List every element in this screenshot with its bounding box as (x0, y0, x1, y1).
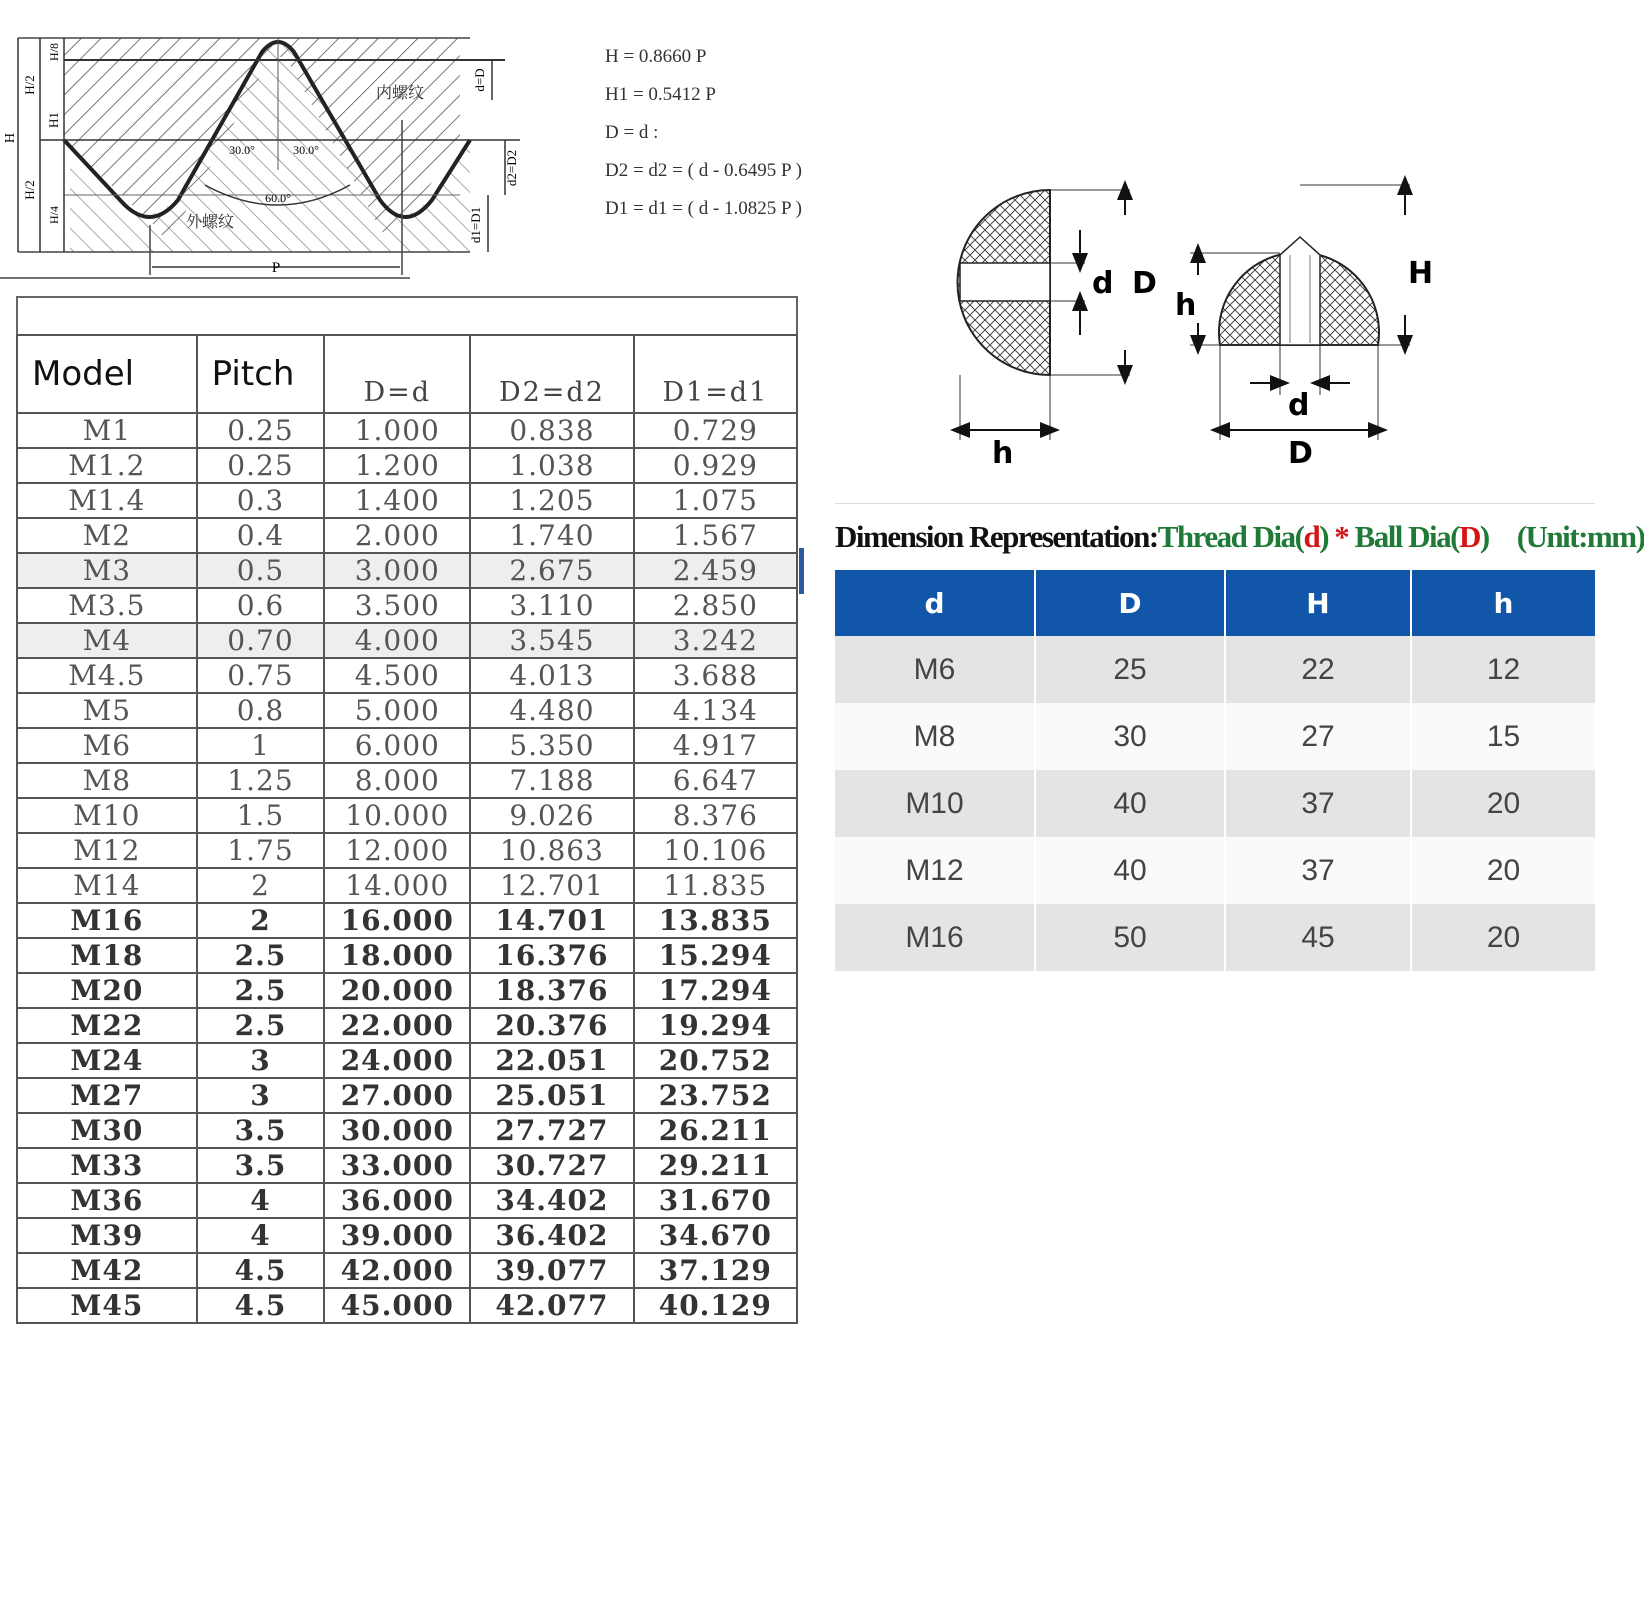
dim-cell-h: 12 (1411, 636, 1595, 703)
cell-minor-dia: 31.670 (634, 1183, 797, 1218)
table-row (835, 703, 1595, 770)
cell-pitch-dia: 22.051 (470, 1043, 633, 1078)
cell-major-dia: 20.000 (324, 973, 470, 1008)
cell-minor-dia: 4.134 (634, 693, 797, 728)
cell-pitch-dia: 4.480 (470, 693, 633, 728)
table-row (17, 1253, 797, 1288)
cell-minor-dia: 13.835 (634, 903, 797, 938)
cell-minor-dia: 3.242 (634, 623, 797, 658)
cell-pitch-dia: 1.740 (470, 518, 633, 553)
table-row (17, 938, 797, 973)
cell-pitch-dia: 10.863 (470, 833, 633, 868)
cell-minor-dia: 3.688 (634, 658, 797, 693)
label-pitch: P (271, 260, 281, 276)
label-H2-bottom: H/2 (22, 180, 37, 200)
dim-cell-D: 40 (1035, 837, 1225, 904)
cell-pitch-dia: 25.051 (470, 1078, 633, 1113)
header-major-dia: D=d (324, 335, 470, 413)
cell-model: M1.4 (17, 483, 197, 518)
cell-major-dia: 42.000 (324, 1253, 470, 1288)
cell-minor-dia: 1.075 (634, 483, 797, 518)
knob-left-h: h (992, 436, 1014, 471)
cell-minor-dia: 29.211 (634, 1148, 797, 1183)
knob-left-D: D (1132, 266, 1157, 301)
dimension-table-section (835, 503, 1644, 971)
table-row (17, 973, 797, 1008)
title-ball: Ball Dia( (1354, 519, 1459, 554)
cell-major-dia: 4.500 (324, 658, 470, 693)
cell-minor-dia: 23.752 (634, 1078, 797, 1113)
table-row (17, 798, 797, 833)
title-close-2: ) (1479, 519, 1489, 554)
cell-pitch-dia: 3.545 (470, 623, 633, 658)
cell-model: M3 (17, 553, 197, 588)
table-row (835, 837, 1595, 904)
title-star: * (1328, 519, 1355, 554)
knob-right-D: D (1288, 436, 1313, 471)
cell-major-dia: 2.000 (324, 518, 470, 553)
dim-header-H: H (1225, 570, 1411, 636)
table-row (835, 770, 1595, 837)
formula-H1: H1 = 0.5412 P (605, 84, 717, 105)
cell-major-dia: 1.400 (324, 483, 470, 518)
dimension-table-body (835, 636, 1595, 971)
cell-minor-dia: 20.752 (634, 1043, 797, 1078)
cell-pitch: 2.5 (197, 938, 325, 973)
metric-thread-table (16, 296, 798, 1324)
cell-pitch-dia: 30.727 (470, 1148, 633, 1183)
knob-right-H: H (1408, 256, 1434, 291)
cell-model: M45 (17, 1288, 197, 1323)
cell-minor-dia: 17.294 (634, 973, 797, 1008)
cell-model: M18 (17, 938, 197, 973)
cell-minor-dia: 34.670 (634, 1218, 797, 1253)
cell-pitch: 0.25 (197, 413, 325, 448)
table-row (17, 1148, 797, 1183)
cell-model: M16 (17, 903, 197, 938)
table-row (835, 636, 1595, 703)
cell-model: M33 (17, 1148, 197, 1183)
cell-pitch: 4 (197, 1218, 325, 1253)
header-pitch: Pitch (197, 335, 325, 413)
cell-pitch-dia: 12.701 (470, 868, 633, 903)
dim-cell-H: 45 (1225, 904, 1411, 971)
thread-table-body (17, 413, 797, 1323)
dim-cell-h: 20 (1411, 837, 1595, 904)
cell-pitch-dia: 3.110 (470, 588, 633, 623)
dim-cell-h: 20 (1411, 770, 1595, 837)
cell-pitch-dia: 36.402 (470, 1218, 633, 1253)
knob-right-d: d (1288, 388, 1310, 423)
cell-pitch: 0.5 (197, 553, 325, 588)
label-d2-D2: d2=D2 (504, 149, 519, 187)
cell-model: M20 (17, 973, 197, 1008)
cell-major-dia: 27.000 (324, 1078, 470, 1113)
dim-cell-d: M6 (835, 636, 1035, 703)
cell-pitch-dia: 18.376 (470, 973, 633, 1008)
cell-minor-dia: 2.850 (634, 588, 797, 623)
cell-pitch: 0.3 (197, 483, 325, 518)
cell-major-dia: 14.000 (324, 868, 470, 903)
cell-major-dia: 4.000 (324, 623, 470, 658)
cell-model: M1.2 (17, 448, 197, 483)
cell-major-dia: 6.000 (324, 728, 470, 763)
cell-minor-dia: 37.129 (634, 1253, 797, 1288)
cell-pitch: 4.5 (197, 1288, 325, 1323)
cell-pitch-dia: 39.077 (470, 1253, 633, 1288)
label-d-D: d=D (472, 68, 487, 92)
cell-major-dia: 10.000 (324, 798, 470, 833)
header-pitch-dia: D2=d2 (470, 335, 633, 413)
table-row (17, 1008, 797, 1043)
cell-minor-dia: 11.835 (634, 868, 797, 903)
cell-pitch-dia: 5.350 (470, 728, 633, 763)
cell-major-dia: 39.000 (324, 1218, 470, 1253)
thread-table-header (17, 335, 797, 413)
dim-cell-H: 37 (1225, 770, 1411, 837)
formula-H: H = 0.8660 P (605, 46, 707, 67)
cell-pitch: 4 (197, 1183, 325, 1218)
dim-cell-D: 25 (1035, 636, 1225, 703)
dim-cell-d: M10 (835, 770, 1035, 837)
dimension-table-title (835, 503, 1644, 570)
table-row (17, 1078, 797, 1113)
cell-minor-dia: 0.729 (634, 413, 797, 448)
cell-minor-dia: 26.211 (634, 1113, 797, 1148)
formula-D: D = d : (605, 122, 659, 143)
cell-minor-dia: 2.459 (634, 553, 797, 588)
dim-cell-h: 20 (1411, 904, 1595, 971)
title-ball-symbol: D (1459, 519, 1480, 554)
cell-major-dia: 1.000 (324, 413, 470, 448)
cell-major-dia: 1.200 (324, 448, 470, 483)
cell-model: M6 (17, 728, 197, 763)
cell-pitch-dia: 7.188 (470, 763, 633, 798)
table-row (17, 553, 797, 588)
cell-minor-dia: 40.129 (634, 1288, 797, 1323)
table-row (17, 1288, 797, 1323)
table-row (835, 904, 1595, 971)
cell-major-dia: 16.000 (324, 903, 470, 938)
cell-model: M3.5 (17, 588, 197, 623)
label-H8: H/8 (47, 43, 61, 61)
cell-model: M36 (17, 1183, 197, 1218)
cell-minor-dia: 4.917 (634, 728, 797, 763)
cell-pitch: 3 (197, 1043, 325, 1078)
cell-major-dia: 5.000 (324, 693, 470, 728)
dim-cell-H: 27 (1225, 703, 1411, 770)
thread-table (16, 334, 798, 1324)
cell-pitch-dia: 2.675 (470, 553, 633, 588)
label-H4: H/4 (47, 206, 61, 224)
thread-formulas (605, 38, 802, 228)
cell-model: M24 (17, 1043, 197, 1078)
header-model: Model (17, 335, 197, 413)
cell-model: M42 (17, 1253, 197, 1288)
title-prefix: Dimension Representation: (835, 519, 1158, 554)
cell-model: M8 (17, 763, 197, 798)
table-row (17, 413, 797, 448)
cell-minor-dia: 8.376 (634, 798, 797, 833)
table-row (17, 868, 797, 903)
cell-pitch: 3.5 (197, 1148, 325, 1183)
cell-major-dia: 3.000 (324, 553, 470, 588)
cell-pitch-dia: 16.376 (470, 938, 633, 973)
table-row (17, 763, 797, 798)
label-internal-thread: 内螺纹 (375, 83, 425, 102)
cell-model: M5 (17, 693, 197, 728)
label-H: H (3, 132, 18, 144)
cell-minor-dia: 10.106 (634, 833, 797, 868)
knob-side-view (958, 190, 1157, 471)
cell-model: M39 (17, 1218, 197, 1253)
cell-pitch-dia: 27.727 (470, 1113, 633, 1148)
cell-pitch: 0.8 (197, 693, 325, 728)
cell-minor-dia: 19.294 (634, 1008, 797, 1043)
cell-pitch-dia: 0.838 (470, 413, 633, 448)
table-row (17, 658, 797, 693)
cell-model: M1 (17, 413, 197, 448)
cell-pitch: 0.75 (197, 658, 325, 693)
cell-pitch: 2 (197, 868, 325, 903)
cell-major-dia: 8.000 (324, 763, 470, 798)
cell-major-dia: 12.000 (324, 833, 470, 868)
cell-model: M12 (17, 833, 197, 868)
label-d1-D1: d1=D1 (468, 206, 483, 244)
dim-cell-D: 30 (1035, 703, 1225, 770)
dim-cell-H: 37 (1225, 837, 1411, 904)
cell-pitch-dia: 9.026 (470, 798, 633, 833)
dim-cell-d: M12 (835, 837, 1035, 904)
knob-right-h: h (1175, 288, 1197, 323)
cell-pitch: 1.25 (197, 763, 325, 798)
cell-major-dia: 45.000 (324, 1288, 470, 1323)
cell-pitch: 1 (197, 728, 325, 763)
cell-pitch: 3 (197, 1078, 325, 1113)
table-row (17, 1113, 797, 1148)
dim-header-h: h (1411, 570, 1595, 636)
cell-pitch: 2 (197, 903, 325, 938)
cell-minor-dia: 0.929 (634, 448, 797, 483)
formula-D1: D1 = d1 = ( d - 1.0825 P ) (605, 198, 802, 219)
label-angle-60: 60.0° (265, 191, 291, 205)
cell-major-dia: 22.000 (324, 1008, 470, 1043)
cell-pitch: 2.5 (197, 973, 325, 1008)
cell-model: M22 (17, 1008, 197, 1043)
cell-pitch: 0.6 (197, 588, 325, 623)
cell-model: M4 (17, 623, 197, 658)
header-minor-dia: D1=d1 (634, 335, 797, 413)
table-row (17, 903, 797, 938)
cell-pitch: 3.5 (197, 1113, 325, 1148)
dim-cell-d: M8 (835, 703, 1035, 770)
table-row (17, 833, 797, 868)
cell-model: M14 (17, 868, 197, 903)
dimension-table (835, 570, 1595, 971)
table-row (17, 518, 797, 553)
cell-pitch-dia: 20.376 (470, 1008, 633, 1043)
table-row (17, 1218, 797, 1253)
ball-knob-diagram (880, 175, 1480, 475)
table-row (17, 623, 797, 658)
cell-pitch: 2.5 (197, 1008, 325, 1043)
title-unit: (Unit:mm) (1516, 519, 1644, 554)
knob-front-view (1175, 185, 1433, 471)
cell-major-dia: 36.000 (324, 1183, 470, 1218)
cell-model: M10 (17, 798, 197, 833)
cell-pitch-dia: 4.013 (470, 658, 633, 693)
cell-pitch-dia: 1.038 (470, 448, 633, 483)
label-angle-30-right: 30.0° (293, 143, 319, 157)
cell-pitch-dia: 34.402 (470, 1183, 633, 1218)
title-close-1: ) (1319, 519, 1329, 554)
cell-minor-dia: 15.294 (634, 938, 797, 973)
cell-minor-dia: 6.647 (634, 763, 797, 798)
cell-pitch: 1.75 (197, 833, 325, 868)
cell-pitch: 0.70 (197, 623, 325, 658)
dim-cell-h: 15 (1411, 703, 1595, 770)
cell-pitch: 4.5 (197, 1253, 325, 1288)
knob-left-d: d (1092, 266, 1114, 301)
dim-cell-H: 22 (1225, 636, 1411, 703)
dim-cell-d: M16 (835, 904, 1035, 971)
thread-profile-diagram (0, 20, 530, 290)
cell-model: M27 (17, 1078, 197, 1113)
cell-major-dia: 3.500 (324, 588, 470, 623)
table-row (17, 448, 797, 483)
cell-major-dia: 24.000 (324, 1043, 470, 1078)
dim-cell-D: 40 (1035, 770, 1225, 837)
cell-model: M4.5 (17, 658, 197, 693)
cell-pitch-dia: 14.701 (470, 903, 633, 938)
cell-major-dia: 18.000 (324, 938, 470, 973)
cell-pitch: 0.4 (197, 518, 325, 553)
label-external-thread: 外螺纹 (185, 212, 235, 231)
label-angle-30-left: 30.0° (229, 143, 255, 157)
cell-pitch: 0.25 (197, 448, 325, 483)
title-thread: Thread Dia( (1157, 519, 1304, 554)
cell-major-dia: 30.000 (324, 1113, 470, 1148)
table-row (17, 483, 797, 518)
cell-model: M2 (17, 518, 197, 553)
cell-minor-dia: 1.567 (634, 518, 797, 553)
dim-header-d: d (835, 570, 1035, 636)
table-row (17, 588, 797, 623)
cell-pitch-dia: 1.205 (470, 483, 633, 518)
label-H2-top: H/2 (22, 75, 37, 95)
cell-major-dia: 33.000 (324, 1148, 470, 1183)
table-top-band (16, 296, 798, 334)
formula-D2: D2 = d2 = ( d - 0.6495 P ) (605, 160, 802, 181)
table-row (17, 1183, 797, 1218)
side-accent-bar (799, 548, 804, 594)
cell-pitch: 1.5 (197, 798, 325, 833)
cell-model: M30 (17, 1113, 197, 1148)
table-row (17, 1043, 797, 1078)
title-thread-symbol: d (1303, 519, 1320, 554)
dimension-table-header (835, 570, 1595, 636)
cell-pitch-dia: 42.077 (470, 1288, 633, 1323)
table-row (17, 728, 797, 763)
dim-cell-D: 50 (1035, 904, 1225, 971)
table-row (17, 693, 797, 728)
label-H1: H1 (46, 112, 61, 128)
dim-header-D: D (1035, 570, 1225, 636)
